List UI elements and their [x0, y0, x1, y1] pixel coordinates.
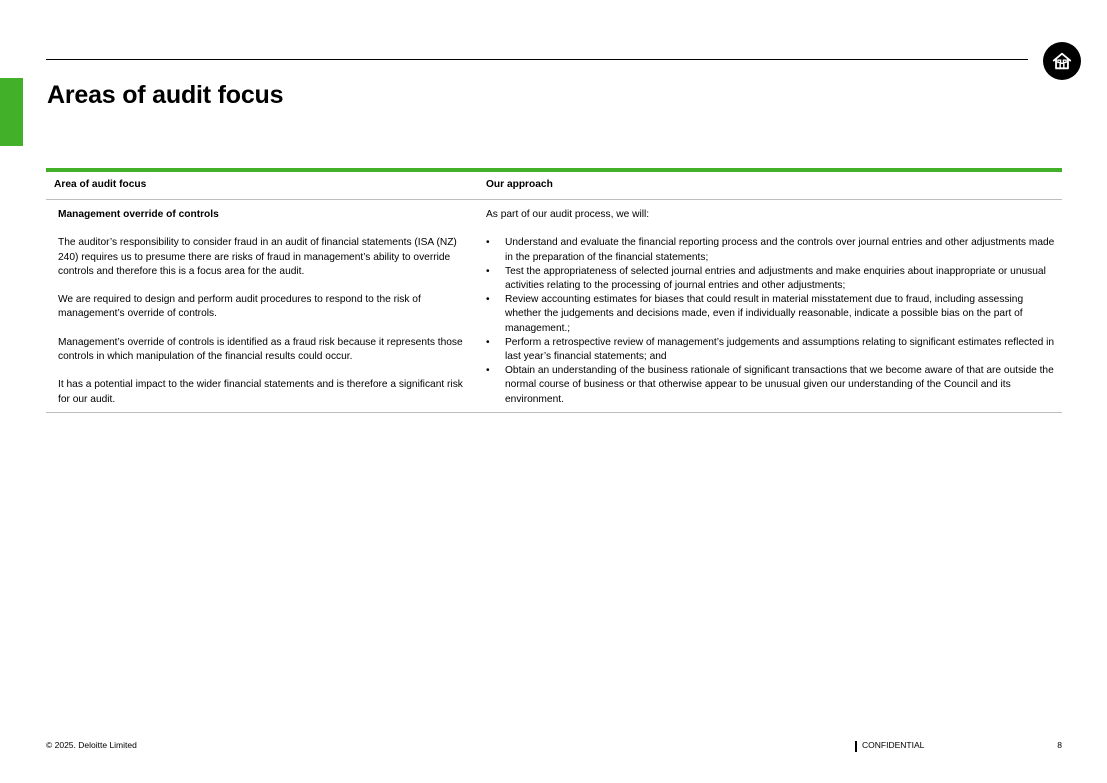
- list-item: [486, 336, 1056, 364]
- approach-item-text: Understand and evaluate the financial reporting process and the controls over journal entries and other adjustments made in the preparation of the financial statements;: [505, 237, 1055, 263]
- page-number: 8: [1057, 740, 1062, 750]
- table-header-row: [46, 172, 1062, 200]
- focus-paragraph: We are required to design and perform audit procedures to respond to the risk of management’s override of controls.: [58, 294, 421, 320]
- column-header-approach: Our approach: [486, 179, 553, 191]
- bullet-icon: •: [486, 237, 490, 249]
- column-header-focus: Area of audit focus: [54, 179, 147, 191]
- title-accent-bar: [0, 78, 23, 146]
- approach-item-text: Test the appropriateness of selected journal entries and adjustments and make enquiries about inappropriate or unusual activities relating to the processing of journal entries and other adjustments;: [505, 265, 1046, 291]
- bullet-icon: •: [486, 336, 490, 348]
- bullet-icon: •: [486, 365, 490, 377]
- page-title: Areas of audit focus: [47, 81, 284, 109]
- approach-item-text: Obtain an understanding of the business rationale of significant transactions that we become aware of that are outside the normal course of business or that otherwise appear to be unusual given our understanding of the Council and its environment.: [505, 365, 1054, 405]
- home-button[interactable]: [1043, 42, 1081, 80]
- footer-copyright: © 2025. Deloitte Limited: [46, 740, 137, 750]
- focus-paragraph: The auditor’s responsibility to consider fraud in an audit of financial statements (ISA (NZ) 240) requires us to presume there are risks of fraud in management’s ability to override controls and therefore this is a focus area for the audit.: [58, 237, 457, 277]
- table-row: [46, 200, 1062, 412]
- footer-confidential-label: CONFIDENTIAL: [862, 740, 925, 750]
- list-item: [486, 265, 1056, 293]
- bullet-icon: •: [486, 265, 490, 277]
- approach-list: [486, 236, 1056, 406]
- list-item: [486, 293, 1056, 336]
- approach-item-text: Review accounting estimates for biases that could result in material misstatement due to fraud, including assessing whether the judgements and decisions made, even if individually reasonable, indicate a possible bias on the part of management.;: [505, 294, 1024, 334]
- header-rule: [46, 59, 1028, 60]
- bullet-icon: •: [486, 294, 490, 306]
- list-item: [486, 364, 1056, 407]
- home-icon: [1051, 50, 1073, 72]
- audit-focus-table: [46, 168, 1062, 413]
- focus-title: Management override of controls: [58, 209, 219, 220]
- footer-divider: [855, 741, 857, 752]
- focus-paragraph: It has a potential impact to the wider financial statements and is therefore a significant risk for our audit.: [58, 379, 463, 405]
- approach-cell: [478, 208, 1062, 407]
- approach-item-text: Perform a retrospective review of management’s judgements and assumptions relating to significant estimates reflected in last year’s financial statements; and: [505, 336, 1055, 363]
- focus-cell: [46, 208, 478, 407]
- focus-paragraph: Management’s override of controls is identified as a fraud risk because it represents those controls in which manipulation of the financial results could occur.: [58, 336, 463, 362]
- list-item: [486, 236, 1056, 264]
- approach-intro: As part of our audit process, we will:: [486, 209, 650, 220]
